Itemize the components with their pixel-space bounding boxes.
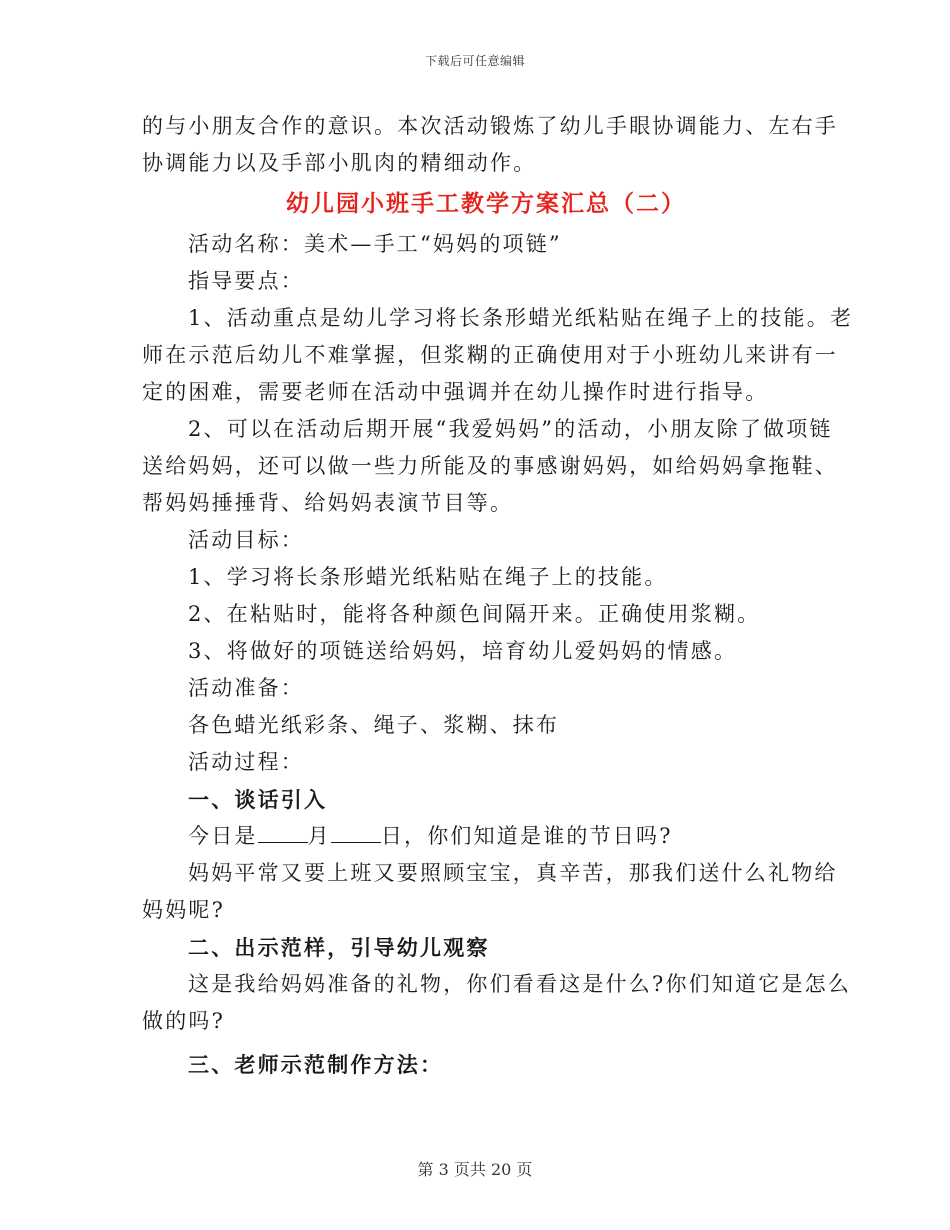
step-2-heading: 二、出示范样，引导幼儿观察 — [188, 935, 490, 960]
document-body — [142, 108, 854, 1083]
step-1-heading: 一、谈话引入 — [188, 787, 328, 812]
paragraph-line: 送给妈妈，还可以做一些力所能及的事感谢妈妈，如给妈妈拿拖鞋、 — [142, 454, 838, 478]
guide-point-1: 1、活动重点是幼儿学习将长条形蜡光纸粘贴在绳子上的技能。老 — [188, 306, 854, 330]
goal-item-2: 2、在粘贴时，能将各种颜色间隔开来。正确使用浆糊。 — [188, 602, 761, 626]
question-text: 今日是 — [188, 824, 258, 848]
process-heading: 活动过程： — [188, 750, 304, 774]
goal-heading: 活动目标： — [188, 528, 304, 552]
paragraph-line: 做的吗? — [142, 1009, 226, 1033]
paragraph-line: 妈妈呢? — [142, 898, 226, 922]
paragraph-line: 师在示范后幼儿不难掌握，但浆糊的正确使用对于小班幼儿来讲有一 — [142, 343, 838, 367]
question-text: 日，你们知道是谁的节日吗? — [380, 824, 673, 848]
goal-item-3: 3、将做好的项链送给妈妈，培育幼儿爱妈妈的情感。 — [188, 639, 738, 663]
fill-blank — [258, 820, 308, 843]
paragraph-line: 协调能力以及手部小肌肉的精细动作。 — [142, 151, 537, 175]
paragraph-line: 定的困难，需要老师在活动中强调并在幼儿操作时进行指导。 — [142, 380, 769, 404]
paragraph-line: 帮妈妈捶捶背、给妈妈表演节目等。 — [142, 491, 514, 515]
step-1-question — [142, 818, 810, 855]
page-footer: 第 3 页共 20 页 — [417, 1160, 533, 1179]
guide-point-2: 2、可以在活动后期开展“我爱妈妈”的活动，小朋友除了做项链 — [188, 417, 833, 441]
goal-item-1: 1、学习将长条形蜡光纸粘贴在绳子上的技能。 — [188, 565, 668, 589]
prep-heading: 活动准备： — [188, 676, 304, 700]
page-header: 下载后可任意编辑 — [424, 54, 525, 68]
paragraph-line: 妈妈平常又要上班又要照顾宝宝，真辛苦，那我们送什么礼物给 — [188, 861, 838, 885]
prep-items: 各色蜡光纸彩条、绳子、浆糊、抹布 — [188, 713, 560, 737]
section-title: 幼儿园小班手工教学方案汇总（二） — [286, 190, 686, 217]
paragraph-line: 这是我给妈妈准备的礼物，你们看看这是什么?你们知道它是怎么 — [188, 972, 852, 996]
paragraph-line: 的与小朋友合作的意识。本次活动锻炼了幼儿手眼协调能力、左右手 — [142, 114, 838, 138]
question-text: 月 — [307, 824, 331, 848]
step-3-heading: 三、老师示范制作方法： — [188, 1052, 444, 1077]
guide-heading: 指导要点： — [188, 269, 304, 293]
activity-name: 活动名称：美术—手工“妈妈的项链” — [188, 232, 562, 256]
fill-blank — [331, 820, 381, 843]
